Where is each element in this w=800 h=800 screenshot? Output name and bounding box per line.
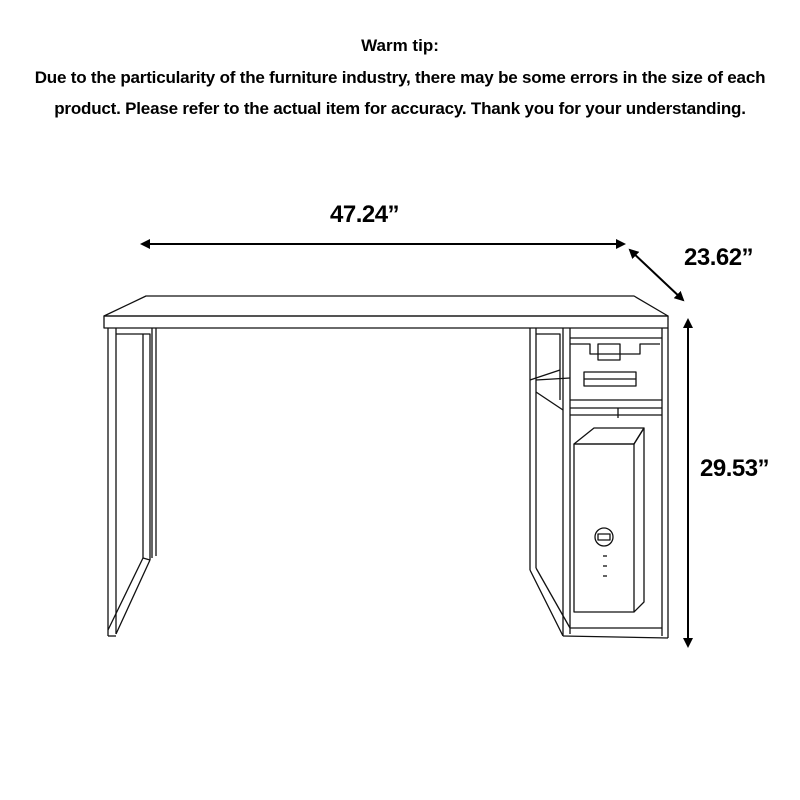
desk-top	[104, 296, 668, 328]
pc-tower-illustration	[574, 428, 644, 612]
warm-tip-text-line-1: Due to the particularity of the furniture industry, there may be some errors in the size of each	[34, 68, 766, 87]
warm-tip-text-line-2: product. Please refer to the actual item for accuracy. Thank you for your understanding.	[54, 99, 746, 118]
depth-dimension-arrow	[630, 250, 683, 300]
warm-tip-title: Warm tip:	[361, 36, 439, 55]
height-dimension-label: 29.53”	[700, 455, 770, 482]
shelf-device-illustration	[570, 344, 660, 386]
depth-dimension-label: 23.62”	[684, 244, 754, 271]
right-shelf-frame	[530, 328, 668, 638]
left-leg-frame	[108, 328, 156, 636]
width-dimension-label: 47.24”	[330, 201, 400, 228]
